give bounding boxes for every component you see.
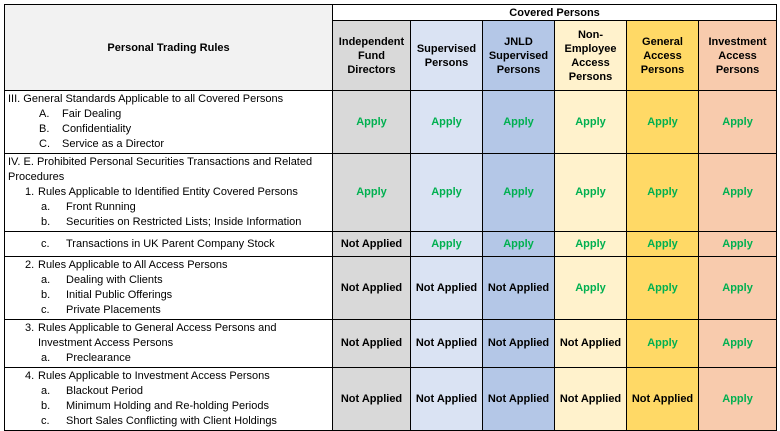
rule-text: Confidentiality bbox=[62, 123, 132, 135]
status-cell: Apply bbox=[555, 91, 627, 154]
rule-cell bbox=[5, 368, 333, 431]
status-cell: Not Applied bbox=[333, 257, 411, 320]
rule-number: 2. bbox=[25, 259, 35, 271]
col-header-independent-fund-directors: Independent Fund Directors bbox=[333, 21, 411, 91]
rule-cell bbox=[5, 320, 333, 368]
col-header-general-access-persons: General Access Persons bbox=[627, 21, 699, 91]
rule-letter: b. bbox=[41, 289, 51, 301]
status-cell: Not Applied bbox=[411, 368, 483, 431]
status-cell: Apply bbox=[699, 368, 777, 431]
status-cell: Not Applied bbox=[333, 320, 411, 368]
status-cell: Not Applied bbox=[411, 320, 483, 368]
rule-line bbox=[8, 137, 329, 152]
status-cell: Not Applied bbox=[411, 257, 483, 320]
rule-cell bbox=[5, 232, 333, 257]
rule-line bbox=[8, 399, 329, 414]
rule-text: Investment Access Persons bbox=[38, 337, 174, 349]
status-cell: Not Applied bbox=[483, 368, 555, 431]
rule-letter: a. bbox=[41, 385, 51, 397]
status-cell: Apply bbox=[411, 154, 483, 232]
rule-text: Rules Applicable to All Access Persons bbox=[38, 259, 228, 271]
rule-letter: c. bbox=[41, 415, 50, 427]
rule-letter: A. bbox=[39, 108, 50, 120]
table-row bbox=[5, 232, 777, 257]
status-cell: Not Applied bbox=[483, 320, 555, 368]
rule-line: IV. E. Prohibited Personal Securities Transactions and Related bbox=[8, 156, 313, 168]
status-cell: Apply bbox=[483, 154, 555, 232]
rule-letter: b. bbox=[41, 400, 51, 412]
rule-text: Blackout Period bbox=[66, 385, 144, 397]
status-cell: Not Applied bbox=[555, 368, 627, 431]
table-row bbox=[5, 257, 777, 320]
rule-text: Minimum Holding and Re-holding Periods bbox=[66, 400, 269, 412]
status-cell: Apply bbox=[699, 154, 777, 232]
rule-text: Service as a Director bbox=[62, 138, 165, 150]
status-cell: Apply bbox=[555, 232, 627, 257]
status-cell: Not Applied bbox=[333, 232, 411, 257]
col-header-jnld-supervised-persons: JNLD Supervised Persons bbox=[483, 21, 555, 91]
rules-column-header: Personal Trading Rules bbox=[5, 5, 333, 91]
table-row bbox=[5, 154, 777, 232]
rule-line bbox=[8, 122, 329, 137]
rule-letter: c. bbox=[41, 304, 50, 316]
status-cell: Apply bbox=[699, 91, 777, 154]
status-cell: Apply bbox=[333, 91, 411, 154]
rule-text: Initial Public Offerings bbox=[66, 289, 173, 301]
status-cell: Apply bbox=[627, 320, 699, 368]
status-cell: Not Applied bbox=[627, 368, 699, 431]
status-cell: Apply bbox=[627, 91, 699, 154]
status-cell: Apply bbox=[555, 257, 627, 320]
rule-text: Rules Applicable to Identified Entity Covered Persons bbox=[38, 186, 298, 198]
rule-text: Transactions in UK Parent Company Stock bbox=[66, 237, 275, 250]
rule-line bbox=[8, 351, 329, 366]
rule-line bbox=[8, 369, 329, 384]
status-cell: Apply bbox=[699, 232, 777, 257]
status-cell: Not Applied bbox=[333, 368, 411, 431]
rule-letter: a. bbox=[41, 201, 51, 213]
status-cell: Apply bbox=[411, 232, 483, 257]
personal-trading-rules-table bbox=[4, 4, 777, 431]
rule-text: Dealing with Clients bbox=[66, 274, 163, 286]
col-header-investment-access-persons: Investment Access Persons bbox=[699, 21, 777, 91]
rule-cell bbox=[5, 91, 333, 154]
rule-line bbox=[8, 215, 329, 230]
rule-text: Private Placements bbox=[66, 304, 161, 316]
table-row bbox=[5, 368, 777, 431]
rule-letter: b. bbox=[41, 216, 51, 228]
rule-letter: c. bbox=[41, 237, 50, 250]
rule-line bbox=[8, 185, 329, 200]
table-row bbox=[5, 91, 777, 154]
col-header-supervised-persons: Supervised Persons bbox=[411, 21, 483, 91]
status-cell: Apply bbox=[333, 154, 411, 232]
rule-letter: B. bbox=[39, 123, 50, 135]
rule-line bbox=[8, 200, 329, 215]
rule-number: 3. bbox=[25, 322, 35, 334]
rule-text: Rules Applicable to Investment Access Persons bbox=[38, 370, 270, 382]
table-row bbox=[5, 320, 777, 368]
status-cell: Apply bbox=[483, 91, 555, 154]
status-cell: Not Applied bbox=[555, 320, 627, 368]
status-cell: Apply bbox=[627, 154, 699, 232]
rule-number: 1. bbox=[25, 186, 35, 198]
rule-line bbox=[8, 288, 329, 303]
rule-line bbox=[8, 258, 329, 273]
rule-line bbox=[8, 336, 329, 351]
rule-text: Securities on Restricted Lists; Inside Information bbox=[66, 216, 302, 228]
rule-line bbox=[8, 303, 329, 318]
rule-line: Procedures bbox=[8, 171, 65, 183]
rule-line bbox=[8, 384, 329, 399]
rule-text: Fair Dealing bbox=[62, 108, 122, 120]
rule-letter: a. bbox=[41, 274, 51, 286]
rule-text: Rules Applicable to General Access Persons and bbox=[38, 322, 277, 334]
status-cell: Apply bbox=[699, 320, 777, 368]
rule-text: Front Running bbox=[66, 201, 136, 213]
status-cell: Apply bbox=[483, 232, 555, 257]
status-cell: Apply bbox=[555, 154, 627, 232]
rule-line bbox=[8, 321, 329, 336]
rule-text: Preclearance bbox=[66, 352, 131, 364]
status-cell: Not Applied bbox=[483, 257, 555, 320]
rule-letter: a. bbox=[41, 352, 51, 364]
rule-line bbox=[8, 237, 329, 252]
status-cell: Apply bbox=[411, 91, 483, 154]
status-cell: Apply bbox=[699, 257, 777, 320]
rule-letter: C. bbox=[39, 138, 50, 150]
col-header-non-employee-access-persons: Non-Employee Access Persons bbox=[555, 21, 627, 91]
rule-line: III. General Standards Applicable to all Covered Persons bbox=[8, 93, 284, 105]
covered-persons-header: Covered Persons bbox=[333, 5, 777, 21]
rule-number: 4. bbox=[25, 370, 35, 382]
rule-text: Short Sales Conflicting with Client Holdings bbox=[66, 415, 277, 427]
rule-cell bbox=[5, 257, 333, 320]
rule-cell bbox=[5, 154, 333, 232]
rule-line bbox=[8, 273, 329, 288]
status-cell: Apply bbox=[627, 232, 699, 257]
rule-line bbox=[8, 414, 329, 429]
rule-line bbox=[8, 107, 329, 122]
status-cell: Apply bbox=[627, 257, 699, 320]
